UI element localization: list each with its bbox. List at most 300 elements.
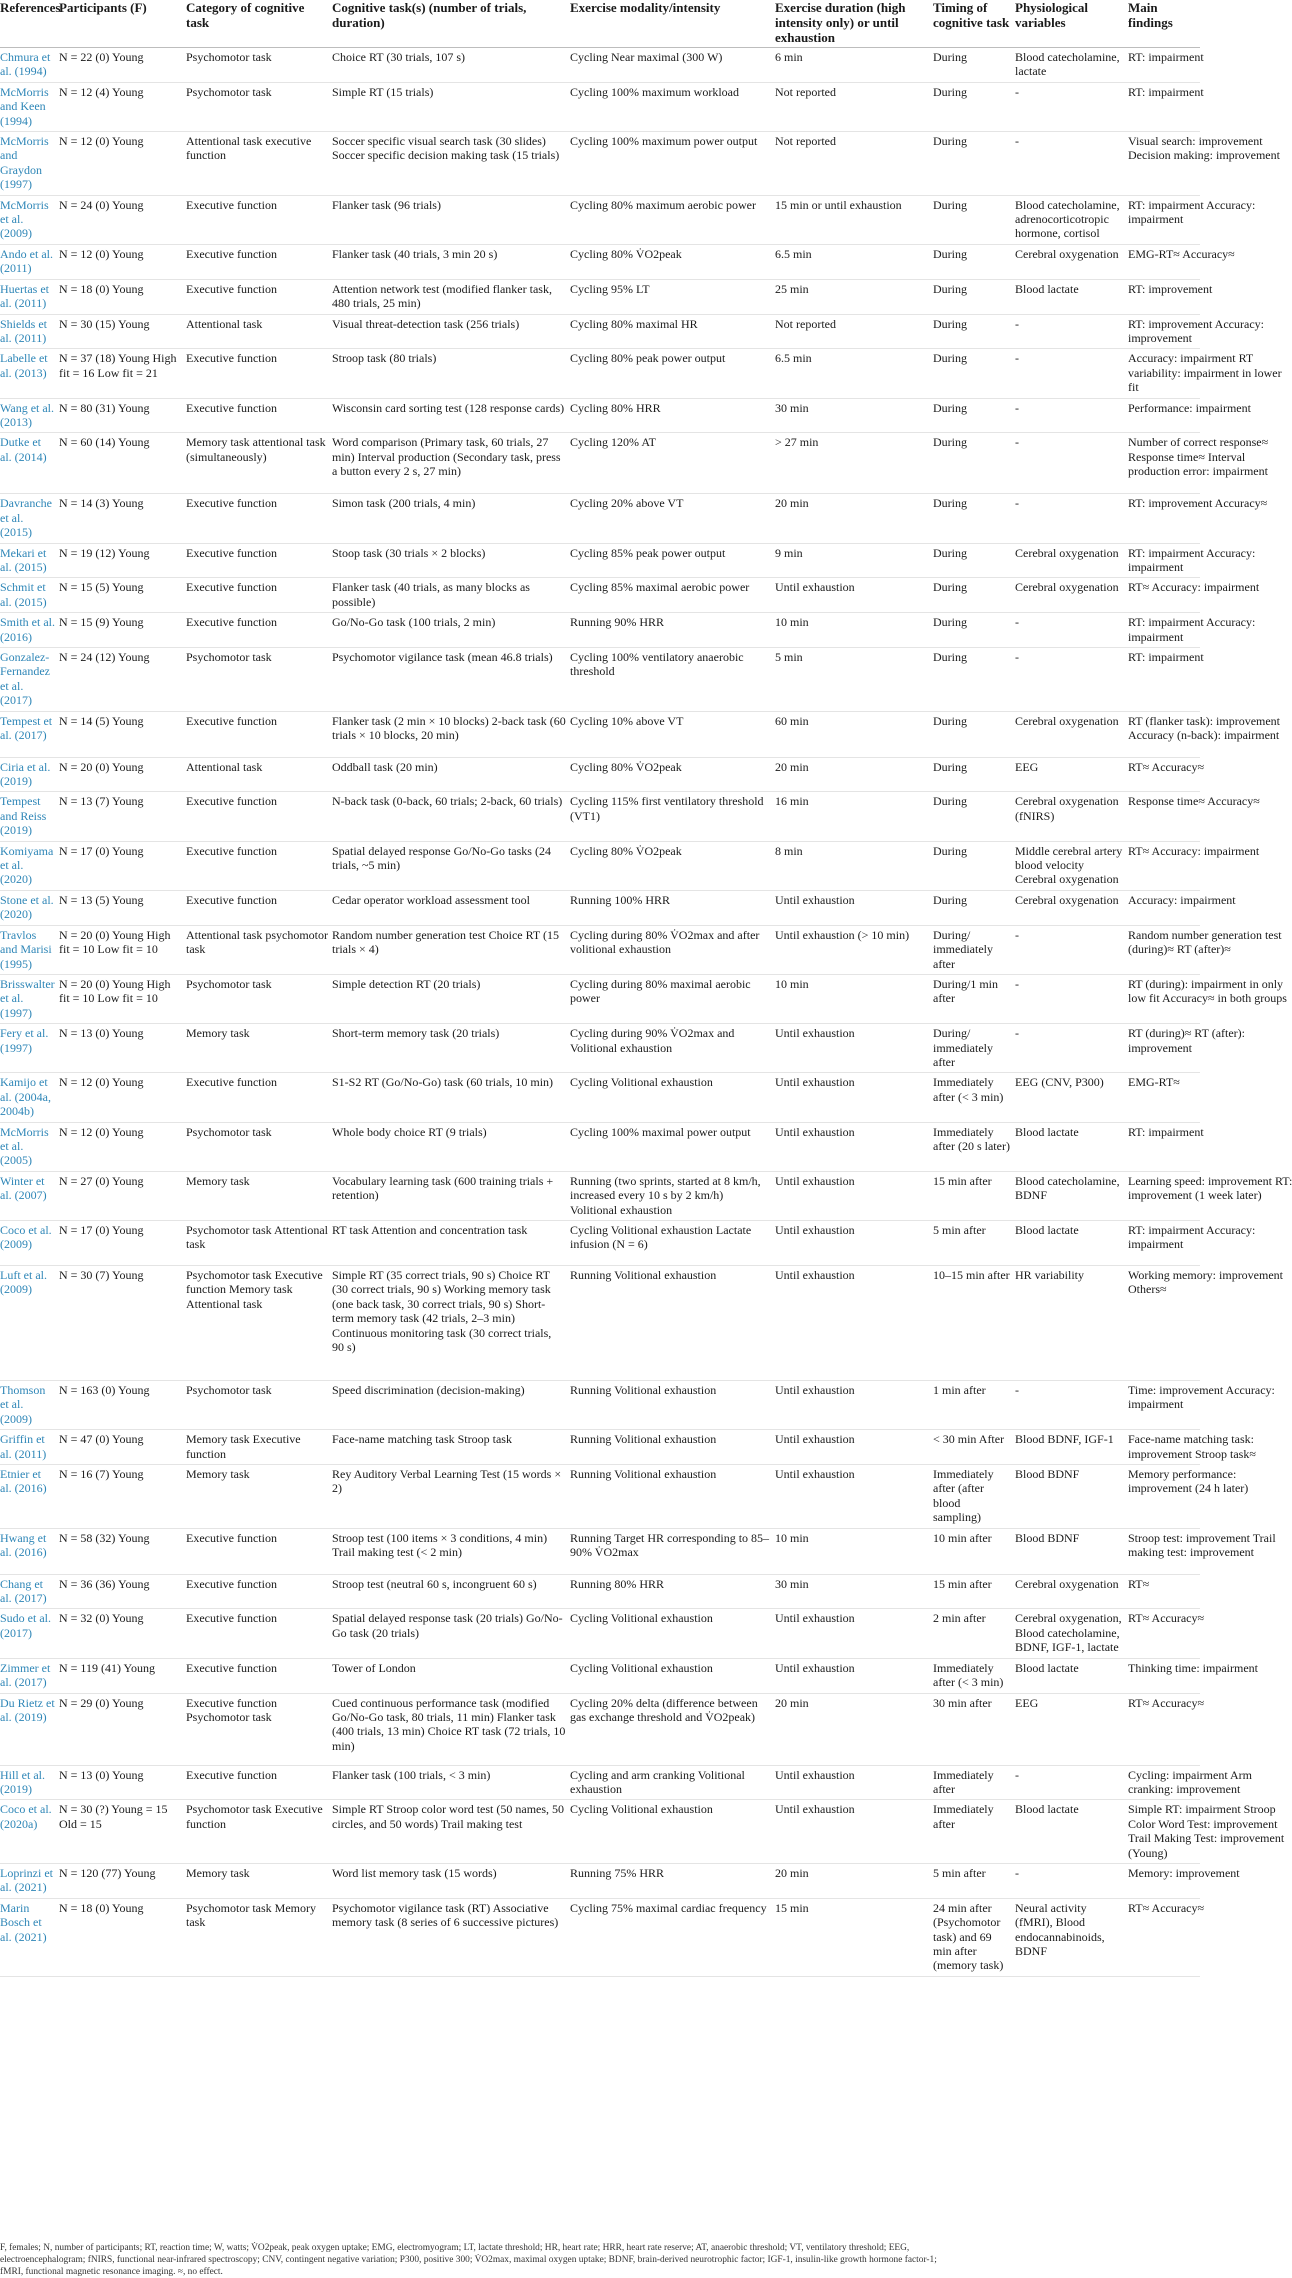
timing-cell: During: [931, 244, 1013, 279]
category-cell: Memory task: [184, 1024, 330, 1073]
main-findings-cell: RT: impairment: [1126, 648, 1200, 712]
table-row: [0, 1171, 1200, 1220]
table-row: [0, 1221, 1200, 1266]
table-row: [0, 1574, 1200, 1609]
reference-cell[interactable]: Shields et al. (2011): [0, 314, 57, 349]
exercise-modality-cell: Cycling 20% above VT: [568, 494, 773, 543]
participants-cell: N = 36 (36) Young: [57, 1574, 184, 1609]
exercise-modality-cell: Running 80% HRR: [568, 1574, 773, 1609]
physiological-variables-cell: -: [1013, 433, 1126, 494]
exercise-duration-cell: 15 min: [773, 1898, 931, 1976]
participants-cell: N = 16 (7) Young: [57, 1465, 184, 1529]
main-findings-cell: Stroop test: improvement Trail making test: improvement: [1126, 1528, 1200, 1574]
exercise-duration-cell: Until exhaustion: [773, 1800, 931, 1864]
physiological-variables-cell: Cerebral oxygenation: [1013, 244, 1126, 279]
participants-cell: N = 13 (7) Young: [57, 792, 184, 841]
cognitive-task-cell: Spatial delayed response task (20 trials) Go/No-Go task (20 trials): [330, 1609, 568, 1658]
timing-cell: 10–15 min after: [931, 1266, 1013, 1381]
category-cell: Executive function: [184, 1574, 330, 1609]
header-cognitive-tasks: Cognitive task(s) (number of trials, duration): [330, 0, 568, 48]
table-row: [0, 132, 1200, 196]
physiological-variables-cell: Blood BDNF, IGF-1: [1013, 1430, 1126, 1465]
reference-cell[interactable]: Labelle et al. (2013): [0, 349, 57, 398]
main-findings-cell: Number of correct response≈ Response time≈ Interval production error: impairment: [1126, 433, 1200, 494]
physiological-variables-cell: Cerebral oxygenation (fNIRS): [1013, 792, 1126, 841]
reference-cell[interactable]: McMorris et al. (2005): [0, 1122, 57, 1171]
timing-cell: During: [931, 841, 1013, 890]
cognitive-task-cell: Simple RT Stroop color word test (50 names, 50 circles, and 50 words) Trail making test: [330, 1800, 568, 1864]
cognitive-task-cell: Soccer specific visual search task (30 slides) Soccer specific decision making task (15 trials): [330, 132, 568, 196]
cognitive-task-cell: Stroop test (100 items × 3 conditions, 4 min) Trail making test (< 2 min): [330, 1528, 568, 1574]
reference-cell[interactable]: Huertas et al. (2011): [0, 279, 57, 314]
cognitive-task-cell: Stroop test (neutral 60 s, incongruent 60 s): [330, 1574, 568, 1609]
category-cell: Memory task attentional task (simultaneously): [184, 433, 330, 494]
participants-cell: N = 12 (0) Young: [57, 132, 184, 196]
exercise-duration-cell: Until exhaustion: [773, 1221, 931, 1266]
exercise-duration-cell: Not reported: [773, 82, 931, 131]
reference-cell[interactable]: Ando et al. (2011): [0, 244, 57, 279]
participants-cell: N = 32 (0) Young: [57, 1609, 184, 1658]
participants-cell: N = 14 (3) Young: [57, 494, 184, 543]
category-cell: Executive function: [184, 1765, 330, 1800]
physiological-variables-cell: Cerebral oxygenation: [1013, 578, 1126, 613]
cognitive-task-cell: Simon task (200 trials, 4 min): [330, 494, 568, 543]
main-findings-cell: RT≈ Accuracy: impairment: [1126, 578, 1200, 613]
exercise-modality-cell: Cycling Volitional exhaustion: [568, 1073, 773, 1122]
main-findings-cell: RT: improvement Accuracy≈: [1126, 494, 1200, 543]
exercise-duration-cell: 6.5 min: [773, 244, 931, 279]
physiological-variables-cell: Blood lactate: [1013, 1122, 1126, 1171]
reference-cell[interactable]: Travlos and Marisi (1995): [0, 925, 57, 974]
cognitive-task-cell: Flanker task (96 trials): [330, 195, 568, 244]
participants-cell: N = 18 (0) Young: [57, 1898, 184, 1976]
timing-cell: Immediately after (after blood sampling): [931, 1465, 1013, 1529]
physiological-variables-cell: Middle cerebral artery blood velocity Cerebral oxygenation: [1013, 841, 1126, 890]
table-row: [0, 1430, 1200, 1465]
timing-cell: Immediately after: [931, 1765, 1013, 1800]
main-findings-cell: RT: impairment Accuracy: impairment: [1126, 1221, 1200, 1266]
header-exercise-modality: Exercise modality/intensity: [568, 0, 773, 48]
participants-cell: N = 30 (15) Young: [57, 314, 184, 349]
exercise-duration-cell: Until exhaustion: [773, 890, 931, 925]
category-cell: Executive function: [184, 1528, 330, 1574]
exercise-modality-cell: Cycling Volitional exhaustion: [568, 1800, 773, 1864]
exercise-duration-cell: Until exhaustion: [773, 578, 931, 613]
physiological-variables-cell: Blood lactate: [1013, 1221, 1126, 1266]
category-cell: Executive function: [184, 195, 330, 244]
physiological-variables-cell: -: [1013, 398, 1126, 433]
physiological-variables-cell: Blood lactate: [1013, 1800, 1126, 1864]
exercise-duration-cell: 25 min: [773, 279, 931, 314]
physiological-variables-cell: Blood lactate: [1013, 279, 1126, 314]
cognitive-task-cell: Flanker task (2 min × 10 blocks) 2-back task (60 trials × 10 blocks, 20 min): [330, 711, 568, 757]
category-cell: Executive function: [184, 349, 330, 398]
participants-cell: N = 20 (0) Young High fit = 10 Low fit = 10: [57, 925, 184, 974]
footnote-line: F, females; N, number of participants; RT, reaction time; W, watts; V̇O2peak, peak oxygen uptake; EMG, electromyogram; LT, lactate threshold; HR, heart rate; HRR, heart rate reserve; AT, anaerobic threshold; VT, ventilatory threshold; EEG,: [0, 2243, 910, 2253]
timing-cell: Immediately after (< 3 min): [931, 1658, 1013, 1693]
main-findings-cell: RT: improvement: [1126, 279, 1200, 314]
timing-cell: During: [931, 494, 1013, 543]
category-cell: Executive function: [184, 398, 330, 433]
reference-cell[interactable]: Smith et al. (2016): [0, 613, 57, 648]
header-row: [0, 0, 1200, 48]
participants-cell: N = 15 (5) Young: [57, 578, 184, 613]
exercise-modality-cell: Cycling 80% peak power output: [568, 349, 773, 398]
participants-cell: N = 119 (41) Young: [57, 1658, 184, 1693]
reference-cell[interactable]: Davranche et al. (2015): [0, 494, 57, 543]
timing-cell: During: [931, 890, 1013, 925]
exercise-modality-cell: Cycling 100% maximal power output: [568, 1122, 773, 1171]
reference-cell[interactable]: Thomson et al. (2009): [0, 1381, 57, 1430]
header-category: Category of cognitive task: [184, 0, 330, 48]
participants-cell: N = 22 (0) Young: [57, 48, 184, 83]
category-cell: Psychomotor task: [184, 648, 330, 712]
category-cell: Executive function: [184, 244, 330, 279]
main-findings-cell: RT≈ Accuracy≈: [1126, 1898, 1200, 1976]
category-cell: Executive function: [184, 1609, 330, 1658]
participants-cell: N = 30 (?) Young = 15 Old = 15: [57, 1800, 184, 1864]
exercise-duration-cell: 10 min: [773, 974, 931, 1023]
exercise-modality-cell: Cycling Volitional exhaustion: [568, 1658, 773, 1693]
exercise-duration-cell: > 27 min: [773, 433, 931, 494]
cognitive-task-cell: Vocabulary learning task (600 training trials + retention): [330, 1171, 568, 1220]
exercise-modality-cell: Cycling Volitional exhaustion: [568, 1609, 773, 1658]
physiological-variables-cell: Blood catecholamine, BDNF: [1013, 1171, 1126, 1220]
exercise-modality-cell: Cycling 80% HRR: [568, 398, 773, 433]
cognitive-task-cell: Psychomotor vigilance task (mean 46.8 trials): [330, 648, 568, 712]
timing-cell: 15 min after: [931, 1171, 1013, 1220]
main-findings-cell: Memory: improvement: [1126, 1863, 1200, 1898]
exercise-duration-cell: Not reported: [773, 132, 931, 196]
cognitive-task-cell: Oddball task (20 min): [330, 757, 568, 792]
table-row: [0, 1122, 1200, 1171]
main-findings-cell: RT: impairment: [1126, 48, 1200, 83]
reference-cell[interactable]: Sudo et al. (2017): [0, 1609, 57, 1658]
cognitive-task-cell: Psychomotor vigilance task (RT) Associative memory task (8 series of 6 successive pictures): [330, 1898, 568, 1976]
main-findings-cell: Learning speed: improvement RT: improvement (1 week later): [1126, 1171, 1200, 1220]
reference-cell[interactable]: Wang et al. (2013): [0, 398, 57, 433]
physiological-variables-cell: Cerebral oxygenation, Blood catecholamine, BDNF, IGF-1, lactate: [1013, 1609, 1126, 1658]
reference-cell[interactable]: Luft et al. (2009): [0, 1266, 57, 1381]
cognitive-task-cell: Tower of London: [330, 1658, 568, 1693]
reference-cell[interactable]: Coco et al. (2009): [0, 1221, 57, 1266]
timing-cell: During: [931, 279, 1013, 314]
participants-cell: N = 37 (18) Young High fit = 16 Low fit = 21: [57, 349, 184, 398]
participants-cell: N = 30 (7) Young: [57, 1266, 184, 1381]
participants-cell: N = 13 (0) Young: [57, 1765, 184, 1800]
exercise-modality-cell: Running 100% HRR: [568, 890, 773, 925]
timing-cell: < 30 min After: [931, 1430, 1013, 1465]
category-cell: Attentional task: [184, 314, 330, 349]
category-cell: Psychomotor task Memory task: [184, 1898, 330, 1976]
reference-cell[interactable]: Chang et al. (2017): [0, 1574, 57, 1609]
table-row: [0, 314, 1200, 349]
exercise-modality-cell: Cycling 80% V̇O2peak: [568, 244, 773, 279]
participants-cell: N = 12 (0) Young: [57, 1073, 184, 1122]
table-row: [0, 613, 1200, 648]
timing-cell: 10 min after: [931, 1528, 1013, 1574]
timing-cell: During: [931, 349, 1013, 398]
participants-cell: N = 12 (0) Young: [57, 244, 184, 279]
exercise-duration-cell: 6.5 min: [773, 349, 931, 398]
timing-cell: 5 min after: [931, 1863, 1013, 1898]
category-cell: Executive function: [184, 1658, 330, 1693]
reference-cell[interactable]: Fery et al. (1997): [0, 1024, 57, 1073]
reference-cell[interactable]: Gonzalez-Fernandez et al. (2017): [0, 648, 57, 712]
cognitive-task-cell: Cedar operator workload assessment tool: [330, 890, 568, 925]
physiological-variables-cell: -: [1013, 648, 1126, 712]
table-footnote: [0, 2242, 1198, 2278]
exercise-modality-cell: Cycling 115% first ventilatory threshold (VT1): [568, 792, 773, 841]
main-findings-cell: Random number generation test (during)≈ RT (after)≈: [1126, 925, 1200, 974]
participants-cell: N = 14 (5) Young: [57, 711, 184, 757]
reference-cell[interactable]: Hill et al. (2019): [0, 1765, 57, 1800]
cognitive-task-cell: Face-name matching task Stroop task: [330, 1430, 568, 1465]
exercise-duration-cell: 60 min: [773, 711, 931, 757]
participants-cell: N = 163 (0) Young: [57, 1381, 184, 1430]
category-cell: Executive function: [184, 711, 330, 757]
participants-cell: N = 20 (0) Young High fit = 10 Low fit = 10: [57, 974, 184, 1023]
physiological-variables-cell: -: [1013, 82, 1126, 131]
exercise-duration-cell: 10 min: [773, 613, 931, 648]
cognitive-task-cell: Flanker task (40 trials, as many blocks as possible): [330, 578, 568, 613]
participants-cell: N = 27 (0) Young: [57, 1171, 184, 1220]
reference-cell[interactable]: Hwang et al. (2016): [0, 1528, 57, 1574]
exercise-modality-cell: Cycling Near maximal (300 W): [568, 48, 773, 83]
category-cell: Psychomotor task: [184, 1381, 330, 1430]
cognitive-task-cell: Choice RT (30 trials, 107 s): [330, 48, 568, 83]
reference-cell[interactable]: Dutke et al. (2014): [0, 433, 57, 494]
physiological-variables-cell: -: [1013, 925, 1126, 974]
timing-cell: During: [931, 543, 1013, 578]
exercise-duration-cell: 16 min: [773, 792, 931, 841]
reference-cell[interactable]: Kamijo et al. (2004a, 2004b): [0, 1073, 57, 1122]
timing-cell: During: [931, 792, 1013, 841]
cognitive-task-cell: Random number generation test Choice RT (15 trials × 4): [330, 925, 568, 974]
table-row: [0, 279, 1200, 314]
reference-cell[interactable]: McMorris et al. (2009): [0, 195, 57, 244]
exercise-modality-cell: Cycling during 80% V̇O2max and after volitional exhaustion: [568, 925, 773, 974]
reference-cell[interactable]: Brisswalter et al. (1997): [0, 974, 57, 1023]
cognitive-task-cell: Word comparison (Primary task, 60 trials, 27 min) Interval production (Secondary task, press a button every 2 s, 27 min): [330, 433, 568, 494]
category-cell: Memory task Executive function: [184, 1430, 330, 1465]
main-findings-cell: RT: impairment Accuracy: impairment: [1126, 195, 1200, 244]
timing-cell: During/ immediately after: [931, 925, 1013, 974]
exercise-modality-cell: Cycling 100% maximum workload: [568, 82, 773, 131]
exercise-modality-cell: Cycling 120% AT: [568, 433, 773, 494]
category-cell: Executive function: [184, 1073, 330, 1122]
reference-cell[interactable]: Mekari et al. (2015): [0, 543, 57, 578]
timing-cell: During: [931, 132, 1013, 196]
footnote-line: fMRI, functional magnetic resonance imaging. ≈, no effect.: [0, 2267, 223, 2277]
exercise-duration-cell: Until exhaustion: [773, 1430, 931, 1465]
timing-cell: Immediately after (< 3 min): [931, 1073, 1013, 1122]
participants-cell: N = 80 (31) Young: [57, 398, 184, 433]
table-row: [0, 244, 1200, 279]
category-cell: Memory task: [184, 1465, 330, 1529]
table-row: [0, 543, 1200, 578]
physiological-variables-cell: -: [1013, 974, 1126, 1023]
category-cell: Executive function: [184, 841, 330, 890]
reference-cell[interactable]: Du Rietz et al. (2019): [0, 1693, 57, 1765]
reference-cell[interactable]: Marin Bosch et al. (2021): [0, 1898, 57, 1976]
main-findings-cell: RT≈ Accuracy≈: [1126, 1693, 1200, 1765]
cognitive-task-cell: Visual threat-detection task (256 trials): [330, 314, 568, 349]
reference-cell[interactable]: Loprinzi et al. (2021): [0, 1863, 57, 1898]
exercise-duration-cell: 20 min: [773, 1863, 931, 1898]
main-findings-cell: Visual search: improvement Decision making: improvement: [1126, 132, 1200, 196]
exercise-modality-cell: Cycling 75% maximal cardiac frequency: [568, 1898, 773, 1976]
category-cell: Executive function: [184, 578, 330, 613]
cognitive-task-cell: Whole body choice RT (9 trials): [330, 1122, 568, 1171]
reference-cell[interactable]: McMorris and Keen (1994): [0, 82, 57, 131]
table-row: [0, 1658, 1200, 1693]
cognitive-task-cell: S1-S2 RT (Go/No-Go) task (60 trials, 10 min): [330, 1073, 568, 1122]
table-row: [0, 578, 1200, 613]
exercise-modality-cell: Cycling 85% maximal aerobic power: [568, 578, 773, 613]
cognitive-task-cell: N-back task (0-back, 60 trials; 2-back, 60 trials): [330, 792, 568, 841]
exercise-modality-cell: Cycling Volitional exhaustion Lactate infusion (N = 6): [568, 1221, 773, 1266]
category-cell: Executive function: [184, 543, 330, 578]
physiological-variables-cell: Neural activity (fMRI), Blood endocannabinoids, BDNF: [1013, 1898, 1126, 1976]
table-row: [0, 1073, 1200, 1122]
category-cell: Psychomotor task: [184, 82, 330, 131]
main-findings-cell: Memory performance: improvement (24 h later): [1126, 1465, 1200, 1529]
cognitive-task-cell: Speed discrimination (decision-making): [330, 1381, 568, 1430]
cognitive-task-cell: Simple detection RT (20 trials): [330, 974, 568, 1023]
exercise-duration-cell: Until exhaustion: [773, 1465, 931, 1529]
cognitive-task-cell: Simple RT (35 correct trials, 90 s) Choice RT (30 correct trials, 90 s) Working memory task (one back task, 30 correct trials, 90 s) Short-term memory task (42 trials, 2–3 min) Continuous monitoring task (30 correct trials, 90 s): [330, 1266, 568, 1381]
exercise-duration-cell: Until exhaustion (> 10 min): [773, 925, 931, 974]
reference-cell[interactable]: Stone et al. (2020): [0, 890, 57, 925]
reference-cell[interactable]: Winter et al. (2007): [0, 1171, 57, 1220]
category-cell: Psychomotor task Attentional task: [184, 1221, 330, 1266]
exercise-duration-cell: 20 min: [773, 757, 931, 792]
main-findings-cell: RT: impairment Accuracy: impairment: [1126, 613, 1200, 648]
table-row: [0, 757, 1200, 792]
physiological-variables-cell: -: [1013, 613, 1126, 648]
timing-cell: During: [931, 82, 1013, 131]
table-row: [0, 494, 1200, 543]
cognitive-task-cell: Go/No-Go task (100 trials, 2 min): [330, 613, 568, 648]
reference-cell[interactable]: Komiyama et al. (2020): [0, 841, 57, 890]
header-participants: Participants (F): [57, 0, 184, 48]
timing-cell: During/ immediately after: [931, 1024, 1013, 1073]
category-cell: Psychomotor task: [184, 48, 330, 83]
main-findings-cell: Working memory: improvement Others≈: [1126, 1266, 1200, 1381]
timing-cell: Immediately after (20 s later): [931, 1122, 1013, 1171]
table-row: [0, 974, 1200, 1023]
exercise-modality-cell: Running Volitional exhaustion: [568, 1381, 773, 1430]
main-findings-cell: RT: improvement Accuracy: improvement: [1126, 314, 1200, 349]
reference-cell[interactable]: Etnier et al. (2016): [0, 1465, 57, 1529]
exercise-duration-cell: 9 min: [773, 543, 931, 578]
main-findings-cell: Time: improvement Accuracy: impairment: [1126, 1381, 1200, 1430]
physiological-variables-cell: EEG: [1013, 1693, 1126, 1765]
category-cell: Psychomotor task: [184, 1122, 330, 1171]
main-findings-cell: RT≈ Accuracy≈: [1126, 757, 1200, 792]
physiological-variables-cell: Blood catecholamine, adrenocorticotropic hormone, cortisol: [1013, 195, 1126, 244]
exercise-duration-cell: Until exhaustion: [773, 1658, 931, 1693]
exercise-modality-cell: Cycling 20% delta (difference between gas exchange threshold and V̇O2peak): [568, 1693, 773, 1765]
cognitive-task-cell: Wisconsin card sorting test (128 response cards): [330, 398, 568, 433]
main-findings-cell: RT: impairment Accuracy: impairment: [1126, 543, 1200, 578]
main-findings-cell: RT (during)≈ RT (after): improvement: [1126, 1024, 1200, 1073]
category-cell: Executive function: [184, 279, 330, 314]
timing-cell: 1 min after: [931, 1381, 1013, 1430]
physiological-variables-cell: -: [1013, 1863, 1126, 1898]
main-findings-cell: Performance: impairment: [1126, 398, 1200, 433]
cognitive-task-cell: Attention network test (modified flanker task, 480 trials, 25 min): [330, 279, 568, 314]
exercise-modality-cell: Running (two sprints, started at 8 km/h, increased every 10 s by 2 km/h) Volitional exhaustion: [568, 1171, 773, 1220]
footnote-line: electroencephalogram; fNIRS, functional near-infrared spectroscopy; CNV, contingent negative variation; P300, positive 300; V̇O2max, maximal oxygen uptake; BDNF, brain-derived neurotrophic factor; IGF-1, insulin-like growth hormone factor-1;: [0, 2255, 937, 2265]
main-findings-cell: RT≈: [1126, 1574, 1200, 1609]
reference-cell[interactable]: Tempest and Reiss (2019): [0, 792, 57, 841]
participants-cell: N = 24 (12) Young: [57, 648, 184, 712]
cognitive-task-cell: Flanker task (100 trials, < 3 min): [330, 1765, 568, 1800]
reference-cell[interactable]: Coco et al. (2020a): [0, 1800, 57, 1864]
reference-cell[interactable]: Tempest et al. (2017): [0, 711, 57, 757]
reference-cell[interactable]: Ciria et al. (2019): [0, 757, 57, 792]
reference-cell[interactable]: Griffin et al. (2011): [0, 1430, 57, 1465]
exercise-modality-cell: Cycling 10% above VT: [568, 711, 773, 757]
cognitive-task-cell: Word list memory task (15 words): [330, 1863, 568, 1898]
table-row: [0, 1898, 1200, 1976]
physiological-variables-cell: Cerebral oxygenation: [1013, 543, 1126, 578]
reference-cell[interactable]: Chmura et al. (1994): [0, 48, 57, 83]
exercise-modality-cell: Cycling during 90% V̇O2max and Volitional exhaustion: [568, 1024, 773, 1073]
table-row: [0, 1528, 1200, 1574]
timing-cell: During: [931, 195, 1013, 244]
table-row: [0, 195, 1200, 244]
timing-cell: During: [931, 314, 1013, 349]
exercise-modality-cell: Running 75% HRR: [568, 1863, 773, 1898]
reference-cell[interactable]: Zimmer et al. (2017): [0, 1658, 57, 1693]
cognitive-task-cell: Cued continuous performance task (modified Go/No-Go task, 80 trials, 11 min) Flanker task (400 trials, 13 min) Choice RT task (72 trials, 10 min): [330, 1693, 568, 1765]
category-cell: Executive function: [184, 792, 330, 841]
reference-cell[interactable]: Schmit et al. (2015): [0, 578, 57, 613]
physiological-variables-cell: EEG (CNV, P300): [1013, 1073, 1126, 1122]
exercise-duration-cell: 10 min: [773, 1528, 931, 1574]
exercise-modality-cell: Cycling 80% maximum aerobic power: [568, 195, 773, 244]
exercise-modality-cell: Cycling 85% peak power output: [568, 543, 773, 578]
exercise-modality-cell: Running 90% HRR: [568, 613, 773, 648]
timing-cell: During: [931, 648, 1013, 712]
physiological-variables-cell: Cerebral oxygenation: [1013, 1574, 1126, 1609]
table-row: [0, 1609, 1200, 1658]
exercise-modality-cell: Running Volitional exhaustion: [568, 1430, 773, 1465]
table-row: [0, 433, 1200, 494]
exercise-modality-cell: Running Volitional exhaustion: [568, 1465, 773, 1529]
timing-cell: During/1 min after: [931, 974, 1013, 1023]
header-timing: Timing of cognitive task: [931, 0, 1013, 48]
table-row: [0, 925, 1200, 974]
main-findings-cell: RT (during): impairment in only low fit Accuracy≈ in both groups: [1126, 974, 1200, 1023]
timing-cell: During: [931, 48, 1013, 83]
exercise-modality-cell: Running Volitional exhaustion: [568, 1266, 773, 1381]
exercise-modality-cell: Cycling 80% V̇O2peak: [568, 757, 773, 792]
table-row: [0, 792, 1200, 841]
main-findings-cell: Thinking time: impairment: [1126, 1658, 1200, 1693]
reference-cell[interactable]: McMorris and Graydon (1997): [0, 132, 57, 196]
table-row: [0, 349, 1200, 398]
physiological-variables-cell: HR variability: [1013, 1266, 1126, 1381]
exercise-modality-cell: Cycling 80% V̇O2peak: [568, 841, 773, 890]
exercise-duration-cell: 6 min: [773, 48, 931, 83]
physiological-variables-cell: -: [1013, 314, 1126, 349]
table-row: [0, 398, 1200, 433]
timing-cell: During: [931, 578, 1013, 613]
